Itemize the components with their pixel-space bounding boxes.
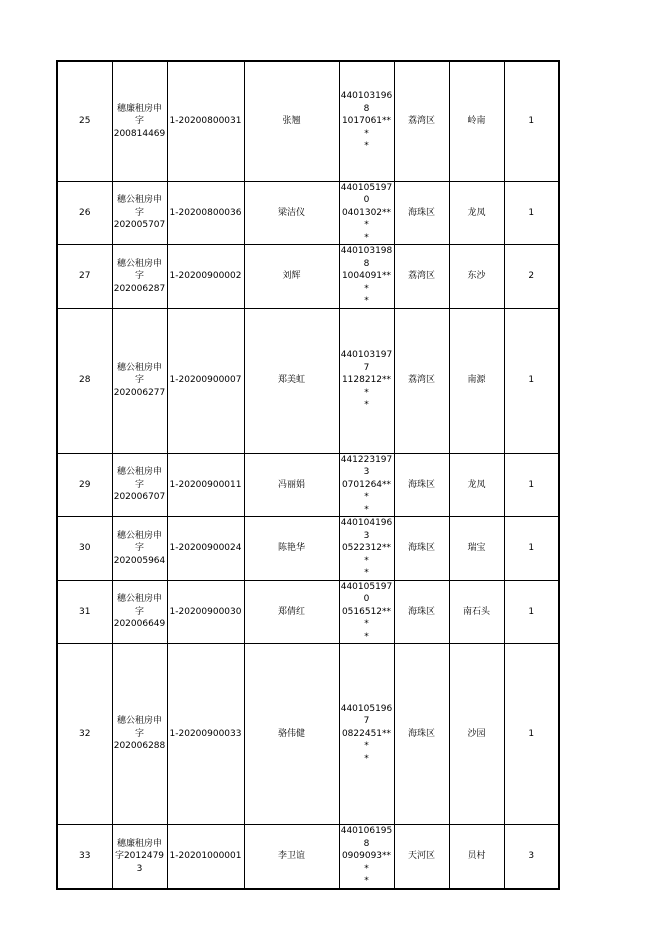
application-code [112,825,167,889]
household-count: 1 [504,181,559,245]
street: 瑞宝 [449,517,504,581]
id-number-line: * [364,232,369,243]
household-count: 1 [504,308,559,453]
id-number-line: * [364,568,369,578]
application-code [112,308,167,453]
application-code-line: 穗公租房申 [116,594,162,604]
application-code-line: 202006277 [113,387,166,398]
row-number: 25 [57,61,112,181]
application-code-line: 字 [134,479,144,490]
district: 荔湾区 [394,245,449,309]
application-code-line: 202006288 [113,741,166,752]
applicant-name: 梁洁仪 [244,181,339,245]
application-code-line: 202006707 [113,492,166,502]
district: 海珠区 [394,580,449,644]
id-number-line: 0822451*** [341,728,392,752]
id-number [339,644,394,825]
application-code-line: 穗公租房申 [116,258,162,269]
street: 南源 [449,308,504,453]
application-number: 1-20200900011 [167,453,244,517]
street: 员村 [449,825,504,889]
application-number: 1-20201000001 [167,825,244,889]
id-number-line: 0516512*** [341,606,392,629]
id-number-line: 1004091*** [341,271,392,294]
applicant-name: 郑美虹 [244,308,339,453]
street: 东沙 [449,245,504,309]
id-number [339,453,394,517]
table-row[interactable] [57,181,559,245]
row-number: 32 [57,644,112,825]
household-count: 1 [504,517,559,581]
application-code-line: 202006287 [113,283,166,294]
application-code-line: 字 [134,207,144,218]
application-code-line: 202006649 [113,619,166,629]
housing-table [56,60,560,890]
district: 海珠区 [394,453,449,517]
district: 天河区 [394,825,449,889]
id-number-line: 1017061*** [341,116,392,139]
id-number-line: 0701264*** [341,479,392,502]
id-number-line: 4401031977 [340,350,393,373]
street: 沙园 [449,644,504,825]
application-number: 1-20200900007 [167,308,244,453]
street: 岭南 [449,61,504,181]
id-number-line: 0522312*** [341,543,392,566]
application-code [112,453,167,517]
table-row[interactable] [57,453,559,517]
application-number: 1-20200900002 [167,245,244,309]
application-number: 1-20200800031 [167,61,244,181]
applicant-name: 郑倩红 [244,580,339,644]
id-number-line: 0401302*** [341,207,392,230]
application-code-line: 字 [134,375,144,386]
household-count: 1 [504,61,559,181]
id-number [339,181,394,245]
district: 荔湾区 [394,308,449,453]
table-row[interactable] [57,580,559,644]
id-number-line: 4401061958 [340,826,393,849]
id-number [339,308,394,453]
street: 龙凤 [449,453,504,517]
applicant-name: 李卫谊 [244,825,339,889]
applicant-name: 冯丽娟 [244,453,339,517]
district: 海珠区 [394,644,449,825]
id-number-line: 4401031968 [340,91,393,114]
applicant-name: 陈艳华 [244,517,339,581]
id-number-line: 4401041963 [340,518,393,541]
application-code-line: 穗廉租房申 [116,103,162,114]
table-row[interactable] [57,245,559,309]
application-code-line: 穗公租房申 [116,362,162,373]
application-number: 1-20200900033 [167,644,244,825]
application-code [112,644,167,825]
household-count: 1 [504,453,559,517]
id-number [339,245,394,309]
id-number-line: 1128212*** [341,375,392,398]
table-row[interactable] [57,825,559,889]
id-number-line: 4401031988 [340,246,393,269]
id-number-line: * [364,400,369,411]
id-number-line: * [364,876,369,886]
table-row[interactable] [57,517,559,581]
id-number [339,825,394,889]
district: 海珠区 [394,181,449,245]
application-code-line: 字 [134,271,144,281]
row-number: 27 [57,245,112,309]
street: 龙凤 [449,181,504,245]
household-count: 3 [504,825,559,889]
application-code-line: 字 [134,606,144,617]
application-code-line: 字 [134,728,144,739]
application-code-line: 202005964 [113,555,166,566]
id-number [339,517,394,581]
application-code-line: 202005707 [113,220,166,230]
application-code [112,580,167,644]
household-count: 1 [504,580,559,644]
id-number-line: * [364,753,369,764]
district: 荔湾区 [394,61,449,181]
application-code [112,245,167,309]
id-number-line: 0909093*** [341,851,392,874]
applicant-name: 骆伟健 [244,644,339,825]
row-number: 33 [57,825,112,889]
application-code [112,181,167,245]
applicant-name: 张翘 [244,61,339,181]
application-code-line: 字 [134,543,144,553]
application-code-line: 穗公租房申 [116,530,162,541]
table-row[interactable] [57,644,559,825]
household-count: 2 [504,245,559,309]
application-code-line: 200814469 [113,128,166,139]
application-code [112,61,167,181]
id-number-line: * [364,631,369,642]
row-number: 30 [57,517,112,581]
application-number: 1-20200900030 [167,580,244,644]
applicant-name: 刘辉 [244,245,339,309]
row-number: 28 [57,308,112,453]
id-number-line: * [364,141,369,151]
id-number-line: 4401051967 [340,703,393,727]
application-number: 1-20200800036 [167,181,244,245]
table-row[interactable] [57,61,559,181]
id-number-line: * [364,504,369,515]
row-number: 26 [57,181,112,245]
application-code-line: 字20124793 [114,851,165,874]
application-code-line: 穗公租房申 [116,195,162,205]
application-code [112,517,167,581]
row-number: 29 [57,453,112,517]
street: 南石头 [449,580,504,644]
id-number-line: 4412231973 [340,454,393,477]
application-code-line: 穗公租房申 [116,716,162,727]
id-number [339,580,394,644]
id-number-line: 4401051970 [340,581,393,604]
row-number: 31 [57,580,112,644]
application-number: 1-20200900024 [167,517,244,581]
table-row[interactable] [57,308,559,453]
application-code-line: 字 [134,116,144,126]
application-code-line: 穗公租房申 [116,467,162,477]
id-number [339,61,394,181]
id-number-line: 4401051970 [340,182,393,205]
table-body [57,61,559,889]
household-count: 1 [504,644,559,825]
id-number-line: * [364,296,369,306]
district: 海珠区 [394,517,449,581]
application-code-line: 穗廉租房申 [116,838,162,849]
